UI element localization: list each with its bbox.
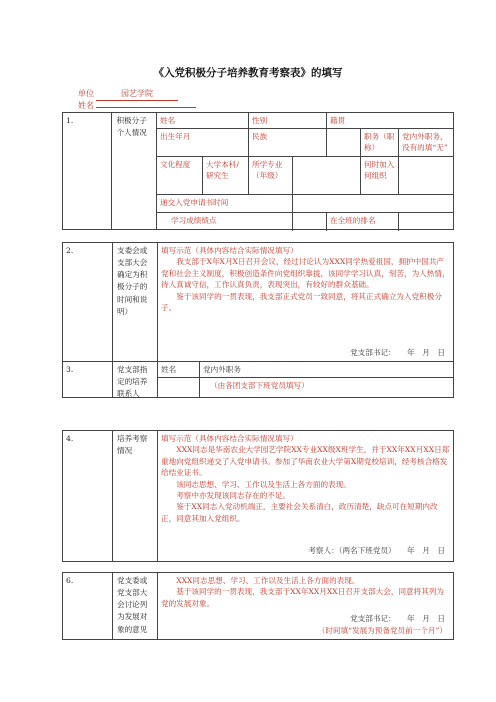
native-field-label: 籍贯 [327,113,453,129]
body-paragraph: 该同志思想、学习、工作以及生活上各方面的表现。 [176,479,351,489]
education-field-label: 文化程度 [157,157,203,195]
section-personal-info [62,112,454,230]
signature-line: 党支部书记： 年 月 日 [350,614,445,623]
sample-heading: 填写示范（具体内容结合实际情况填写） [161,246,298,255]
name-label: 姓名 [78,101,94,110]
sample-heading: 填写示范（具体内容结合实际情况填写） [161,434,298,443]
birth-field-label: 出生年月 [157,129,249,157]
apply-date-label: 递交入党申请书时间 [157,195,293,213]
body-paragraph: XXX同志思想、学习、工作以及生活上各方面的表现。 [176,576,360,585]
section-label: 支委会或支部大会确定为积极分子的时间和说明） [113,243,158,361]
contact-note: （由各团支部下班党员填写） [210,381,309,390]
signature-line: 考察人：（两名下班党员） 年 月 日 [308,546,445,555]
section-number: 6. [63,573,113,639]
rank-label: 在全班的排名 [327,213,399,231]
body-paragraph: 基于该同学的一贯表现，我支部于XX年XX月XX日召开支部大会，同意将其列为党的发展对象。 [161,587,445,608]
section-contact-person [62,362,454,398]
body-paragraph: 鉴于该同学的一贯表现，我支部正式党员一致同意，将其正式确立为入党积极分子。 [161,291,442,312]
name-value [96,107,196,108]
section-branch-opinion [62,572,454,640]
section-assessment [62,430,454,562]
page-title: 《入党积极分子培养教育考察表》的填写 [153,67,343,79]
gender-field-label: 性别 [249,113,327,129]
date-note: （时间填“发展为预备党员前一个月”） [317,626,447,635]
section-label: 党支委或党支部大会讨论列为发展对象的意见 [113,573,158,639]
duty-note: 党内外职务，没有的填“无” [399,129,453,157]
section-label: 积极分子个人情况 [112,113,157,229]
ethnic-field-label: 民族 [249,129,327,157]
section-number: 3. [63,362,113,397]
join-field-label: 何时加入何组织 [361,157,399,195]
body-paragraph: 考察中亦发现该同志存在的不足。 [176,490,291,500]
name-field-label: 姓名 [157,113,249,129]
unit-label: 单位 [78,89,94,98]
section-label: 党支部指定的培养联系人 [113,362,158,397]
major-field-label: 所学专业（年级） [249,157,293,195]
contact-duty-label: 党内外职务 [200,362,453,378]
education-value: 大学本科/研究生 [203,157,249,195]
contact-name-label: 姓名 [158,362,200,378]
signature-line: 党支部书记： 年 月 日 [350,348,445,357]
body-paragraph: 鉴于XX同志入党动机端正，主要社会关系清白，政历清楚，缺点可在短期内改正，同意其加入党组织。 [161,502,438,523]
body-paragraph: 我支部于X年X月X日召开会议，经过讨论认为XXX同学热爱祖国，拥护中国共产党和社会主义制度，积极创造条件向党组织靠拢，该同学学习认真，刻苦，为人热情，待人真诚守信，工作认真负责，表现突出，有较好的群众基础。 [161,257,450,290]
score-label: 学习成绩绩点 [157,213,293,231]
duty-field-label: 职务（职称） [361,129,399,157]
section-label: 培养考察情况 [113,431,158,561]
section-number: 2. [63,243,113,361]
name-row [78,100,196,112]
section-number: 1. [63,113,112,229]
section-confirmation [62,242,454,362]
body-paragraph: XXX同志是华南农业大学园艺学院XX专业XX级X班学生，并于XX年XX月XX日郑重地向党组织递交了入党申请书。参加了华南农业大学第X期党校培训，经考核合格发给结业证书。 [161,445,450,478]
section-number: 4. [63,431,113,561]
unit-value: 园艺学院 [96,88,178,101]
